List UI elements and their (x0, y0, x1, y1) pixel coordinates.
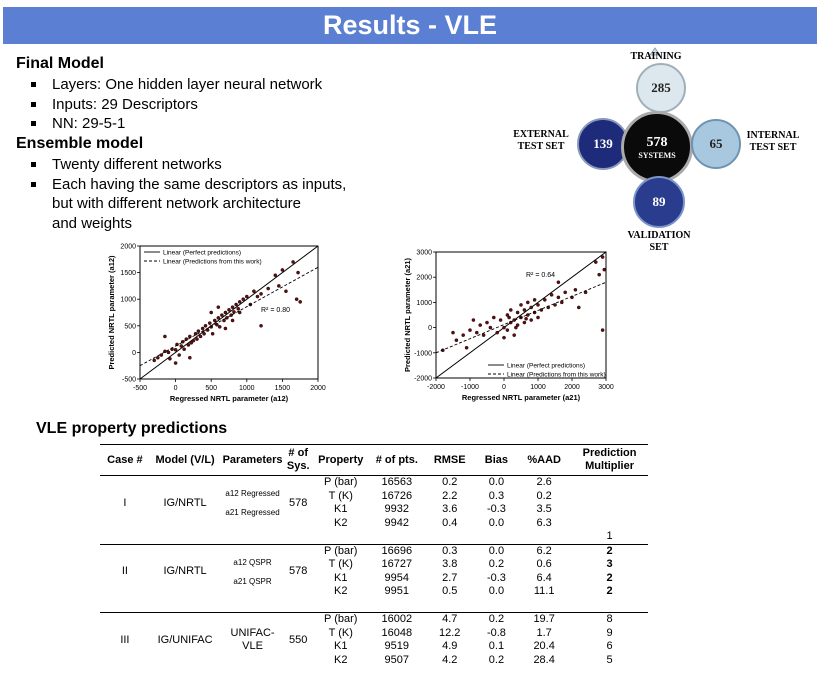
cell-bias: 0.3 (488, 489, 505, 502)
cell-num-sys: 578 (285, 544, 312, 599)
cell-pts: 9507 (384, 653, 410, 666)
cell-parameters (220, 613, 284, 668)
x-tick-label: 1500 (274, 385, 291, 392)
cell-aad: 2.6 (536, 476, 552, 489)
cell-mult: 3 (606, 558, 613, 571)
x-axis-label: Regressed NRTL parameter (a21) (461, 393, 581, 402)
cell-aad: 0.2 (536, 489, 552, 502)
internal-circle (691, 119, 741, 169)
data-point (530, 318, 533, 321)
data-point (163, 335, 166, 338)
data-point (192, 339, 195, 342)
cell-bias: 0.1 (488, 640, 505, 653)
data-point (557, 296, 560, 299)
cell-case: I (123, 496, 127, 509)
data-point (543, 298, 546, 301)
scatter-chart-a12 (100, 238, 332, 410)
data-point (506, 329, 509, 332)
data-point (180, 344, 183, 347)
x-tick-label: 0 (173, 385, 178, 392)
cell-prop: K2 (334, 653, 348, 666)
data-point (598, 273, 601, 276)
data-point (188, 335, 191, 338)
data-point (560, 301, 563, 304)
data-point (291, 260, 294, 263)
cell-rmse: 3.8 (442, 558, 458, 571)
y-tick-label: 2000 (120, 243, 136, 251)
data-point (156, 356, 159, 359)
cell-mult (571, 503, 648, 517)
parameter-label: a21 Regressed (225, 508, 280, 517)
cell-prop: T (K) (328, 558, 353, 571)
legend-label: Linear (Perfect predictions) (163, 249, 242, 257)
x-tick-label: 0 (502, 384, 506, 391)
data-point (174, 361, 177, 364)
cell-prop: K1 (334, 640, 348, 653)
x-tick-label: 2000 (564, 384, 580, 391)
cell-rmse: 2.7 (442, 571, 458, 584)
data-point (238, 300, 241, 303)
data-point (526, 301, 529, 304)
cell-bias: -0.3 (486, 503, 506, 516)
header-num-pts: # of pts. (370, 445, 424, 476)
data-point (220, 314, 223, 317)
data-point (479, 323, 482, 326)
data-point (231, 319, 234, 322)
table-row (100, 476, 648, 490)
scatter-chart-a21 (398, 244, 620, 412)
table-header-row (100, 445, 648, 476)
data-point (523, 321, 526, 324)
cell-mult (571, 476, 648, 490)
cell-pts: 16002 (370, 613, 424, 627)
data-point (235, 303, 238, 306)
header-num-sys: # of Sys. (285, 445, 312, 476)
cell-bias: -0.8 (486, 626, 506, 639)
cell-pts: 16563 (381, 476, 413, 489)
header-bias: Bias (476, 445, 518, 476)
parameter-label: UNIFAC- (230, 627, 275, 639)
data-point (224, 327, 227, 330)
x-tick-label: -500 (132, 385, 148, 392)
data-point (252, 290, 255, 293)
cell-bias: 0.2 (476, 613, 518, 627)
cell-rmse: 0.2 (442, 476, 458, 489)
data-point (516, 311, 519, 314)
internal-label: INTERNAL TEST SET (746, 130, 800, 153)
vle-results-table (100, 444, 648, 667)
data-point (213, 319, 216, 322)
r2-annotation: R² = 0.80 (261, 307, 290, 314)
data-point (201, 327, 204, 330)
data-point (187, 343, 190, 346)
y-axis-label: Predicted NRTL parameter (a12) (107, 255, 116, 370)
cell-pts: 9932 (384, 503, 410, 516)
y-tick-label: 1000 (120, 296, 136, 304)
data-point (208, 322, 211, 325)
data-point (468, 329, 471, 332)
cell-aad: 6.3 (536, 516, 552, 529)
x-tick-label: -2000 (427, 384, 445, 391)
cell-rmse: 4.7 (424, 613, 476, 627)
cell-pts: 9519 (384, 640, 410, 653)
cell-bias: 0.0 (488, 585, 505, 598)
data-point (508, 316, 511, 319)
legend-label: Linear (Predictions from this work) (163, 258, 262, 266)
cell-aad: 20.4 (533, 640, 555, 653)
data-point (211, 332, 214, 335)
y-tick-label: 1500 (120, 270, 136, 278)
data-point (299, 300, 302, 303)
table-row (100, 613, 648, 627)
data-point (284, 290, 287, 293)
page-title: Results - VLE (322, 10, 498, 40)
y-tick-label: 0 (132, 349, 136, 357)
data-point (167, 351, 170, 354)
data-point (530, 306, 533, 309)
header-model: Model (V/L) (150, 445, 221, 476)
data-point (513, 334, 516, 337)
data-point (197, 330, 200, 333)
cell-pts: 9942 (384, 516, 410, 529)
cell-rmse: 0.3 (424, 544, 476, 558)
header-rmse: RMSE (424, 445, 476, 476)
cell-aad: 28.4 (533, 653, 555, 666)
data-point (210, 311, 213, 314)
training-value: 285 (651, 80, 671, 95)
data-point (533, 298, 536, 301)
cell-mult: 8 (571, 613, 648, 627)
cell-rmse: 4.2 (442, 653, 458, 666)
data-point (492, 316, 495, 319)
data-point (603, 268, 606, 271)
cell-prop: K2 (334, 516, 348, 529)
list-item-continuation: and weights (52, 214, 133, 232)
cell-pts: 16696 (370, 544, 424, 558)
cell-num-sys: 578 (289, 496, 308, 509)
y-tick-label: 3000 (416, 249, 432, 257)
external-label: EXTERNAL TEST SET (513, 129, 569, 152)
data-point (536, 316, 539, 319)
data-point (267, 287, 270, 290)
data-point (168, 357, 171, 360)
x-tick-label: 1000 (239, 385, 255, 392)
cell-bias: 0.2 (488, 558, 505, 571)
training-label: TRAINING (630, 51, 682, 62)
y-axis-label: Predicted NRTL parameter (a21) (403, 257, 412, 373)
cell-prop: T (K) (328, 626, 353, 639)
cell-pts: 9951 (384, 585, 410, 598)
data-point (204, 324, 207, 327)
data-point (502, 336, 505, 339)
header-aad: %AAD (517, 445, 571, 476)
data-point (277, 284, 280, 287)
data-point (227, 308, 230, 311)
data-point (237, 307, 240, 310)
data-point (295, 298, 298, 301)
center-circle (621, 111, 693, 183)
data-point (577, 306, 580, 309)
data-point (536, 303, 539, 306)
cell-bias: -0.3 (486, 571, 506, 584)
table-spacer-row (100, 599, 648, 613)
data-point (499, 318, 502, 321)
cell-mult: 9 (606, 626, 613, 639)
cell-rmse: 0.5 (442, 585, 458, 598)
parameter-label: VLE (242, 640, 263, 652)
data-point (594, 260, 597, 263)
x-tick-label: 500 (205, 385, 218, 392)
data-point (472, 318, 475, 321)
cell-aad: 1.7 (536, 626, 552, 639)
data-point (475, 331, 478, 334)
data-point (153, 359, 156, 362)
y-tick-label: 0 (428, 325, 432, 333)
data-point (462, 334, 465, 337)
legend-label: Linear (Perfect predictions) (507, 362, 586, 370)
data-point (245, 295, 248, 298)
data-point (281, 268, 284, 271)
cell-num-sys: 550 (285, 613, 312, 668)
data-point (455, 339, 458, 342)
data-point (465, 346, 468, 349)
cell-model: IG/UNIFAC (150, 613, 221, 668)
cell-rmse: 0.4 (442, 516, 458, 529)
y-tick-label: -1000 (414, 350, 432, 358)
table-heading: VLE property predictions (36, 420, 228, 437)
cell-aad: 6.2 (517, 544, 571, 558)
list-item: Inputs: 29 Descriptors (28, 95, 322, 115)
legend-label: Linear (Predictions from this work) (507, 371, 606, 379)
data-point (574, 288, 577, 291)
data-point (178, 353, 181, 356)
list-item: NN: 29-5-1 (28, 114, 322, 134)
list-item-continuation: but with different network architecture (52, 195, 302, 212)
parameter-label: a12 Regressed (225, 489, 280, 498)
cell-parameters (220, 476, 284, 531)
data-point (194, 332, 197, 335)
data-point (174, 348, 177, 351)
data-point (256, 295, 259, 298)
header-property: Property (312, 445, 370, 476)
data-point (485, 321, 488, 324)
parameter-label: a12 QSPR (233, 557, 272, 567)
data-point (242, 298, 245, 301)
final-model-heading: Final Model (16, 55, 104, 72)
cell-prop: K1 (334, 503, 348, 516)
data-point (550, 293, 553, 296)
data-point (519, 303, 522, 306)
cell-bias: 0.0 (488, 476, 505, 489)
cell-model: IG/NRTL (150, 544, 221, 599)
cell-pts: 9954 (384, 571, 410, 584)
list-item: Layers: One hidden layer neural network (28, 75, 322, 95)
validation-circle (633, 176, 685, 228)
cell-aad: 3.5 (536, 503, 552, 516)
data-point (489, 326, 492, 329)
parameter-label: a21 QSPR (233, 576, 272, 586)
cell-model: IG/NRTL (163, 496, 207, 509)
data-point (564, 291, 567, 294)
cell-mult (571, 517, 648, 531)
table-spacer-row (100, 530, 648, 544)
table-row (100, 544, 648, 558)
y-tick-label: -500 (121, 376, 136, 384)
data-point (224, 311, 227, 314)
cell-aad: 0.6 (536, 558, 552, 571)
data-point (502, 326, 505, 329)
cell-pts: 16726 (381, 489, 413, 502)
data-point (523, 308, 526, 311)
cell-case: III (100, 613, 150, 668)
cell-bias: 0.2 (488, 653, 505, 666)
cell-rmse: 2.2 (442, 489, 458, 502)
cell-mult: 2 (606, 571, 613, 584)
cell-prop: K2 (334, 585, 348, 598)
cell-pts: 16048 (381, 626, 413, 639)
r2-annotation: R² = 0.64 (526, 272, 555, 279)
x-tick-label: 2000 (310, 385, 326, 392)
cell-mult: 5 (606, 653, 613, 666)
cell-rmse: 3.6 (442, 503, 458, 516)
x-tick-label: 1000 (530, 384, 546, 391)
data-point (231, 306, 234, 309)
ensemble-model-heading: Ensemble model (16, 135, 144, 152)
cell-rmse: 12.2 (439, 626, 461, 639)
data-point (183, 348, 186, 351)
external-value: 139 (593, 136, 613, 151)
data-point (195, 338, 198, 341)
x-axis-label: Regressed NRTL parameter (a12) (169, 394, 289, 403)
x-tick-label: -1000 (461, 384, 479, 391)
data-point (218, 325, 221, 328)
cell-rmse: 4.9 (442, 640, 458, 653)
cell-bias: 0.0 (476, 544, 518, 558)
training-circle (636, 63, 686, 113)
data-point (217, 306, 220, 309)
cell-aad: 6.4 (536, 571, 552, 584)
data-point (296, 271, 299, 274)
data-point (496, 331, 499, 334)
cell-aad: 19.7 (517, 613, 571, 627)
header-case: Case # (100, 445, 150, 476)
cell-extra-multiplier: 1 (571, 530, 648, 544)
data-point (525, 317, 528, 320)
data-point (259, 292, 262, 295)
data-point (451, 331, 454, 334)
data-point (202, 332, 205, 335)
cell-prop: T (K) (328, 489, 353, 502)
internal-value: 65 (709, 136, 723, 151)
data-point (217, 316, 220, 319)
cell-prop: K1 (334, 571, 348, 584)
data-point (601, 255, 604, 258)
cell-aad: 11.1 (533, 585, 555, 598)
data-point (259, 324, 262, 327)
validation-label: VALIDATION SET (627, 230, 691, 253)
data-point (274, 274, 277, 277)
data-point (482, 334, 485, 337)
header-multiplier: Prediction Multiplier (571, 445, 648, 476)
cell-prop: P (bar) (324, 476, 358, 489)
y-tick-label: 500 (124, 323, 136, 331)
cell-mult: 2 (571, 544, 648, 558)
list-item: Twenty different networks (28, 155, 346, 175)
cell-bias: 0.0 (488, 516, 505, 529)
y-tick-label: 1000 (416, 299, 432, 307)
y-tick-label: 2000 (416, 274, 432, 282)
data-point (509, 308, 512, 311)
cell-prop: P (bar) (312, 544, 370, 558)
data-point (188, 356, 191, 359)
header-parameters: Parameters (220, 445, 284, 476)
data-point (199, 335, 202, 338)
data-point (232, 310, 235, 313)
cell-mult (571, 490, 648, 504)
data-point (514, 326, 517, 329)
cell-mult: 6 (606, 640, 613, 653)
cell-prop: P (bar) (312, 613, 370, 627)
data-point (557, 281, 560, 284)
cell-parameters (220, 544, 284, 599)
center-label: SYSTEMS (638, 150, 676, 160)
center-value: 578 (646, 134, 668, 150)
validation-value: 89 (652, 194, 666, 209)
list-item: Each having the same descriptors as inputs, (28, 175, 346, 195)
data-point (601, 329, 604, 332)
cell-mult: 2 (606, 585, 613, 598)
x-tick-label: 3000 (598, 384, 614, 391)
cell-case: II (100, 544, 150, 599)
y-tick-label: -2000 (414, 375, 432, 383)
cell-pts: 16727 (381, 558, 413, 571)
data-point (160, 353, 163, 356)
